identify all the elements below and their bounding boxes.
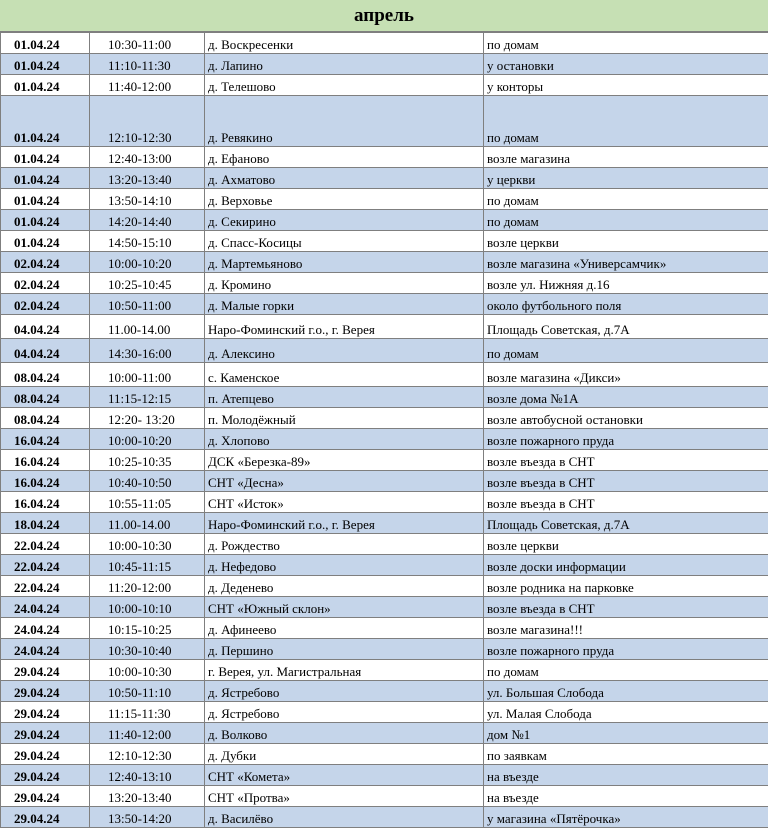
place-cell: д. Василёво — [205, 807, 484, 828]
place-cell: Наро-Фоминский г.о., г. Верея — [205, 315, 484, 339]
date-cell: 01.04.24 — [1, 210, 90, 231]
note-cell: Площадь Советская, д.7А — [484, 315, 768, 339]
table-row — [1, 315, 768, 339]
note-cell: возле родника на парковке — [484, 576, 768, 597]
note-cell: возле магазина — [484, 147, 768, 168]
place-cell: д. Воскресенки — [205, 33, 484, 54]
date-cell: 01.04.24 — [1, 231, 90, 252]
place-cell: д. Телешово — [205, 75, 484, 96]
time-cell: 12:40-13:00 — [90, 147, 205, 168]
schedule-rows — [1, 33, 768, 828]
time-cell: 11:10-11:30 — [90, 54, 205, 75]
place-cell: д. Ястребово — [205, 681, 484, 702]
note-cell: возле доски информации — [484, 555, 768, 576]
time-cell: 10:15-10:25 — [90, 618, 205, 639]
table-row — [1, 387, 768, 408]
table-row — [1, 660, 768, 681]
note-cell: возле пожарного пруда — [484, 429, 768, 450]
note-cell: возле въезда в СНТ — [484, 450, 768, 471]
date-cell: 24.04.24 — [1, 597, 90, 618]
time-cell: 10:00-10:10 — [90, 597, 205, 618]
note-cell: возле магазина «Универсамчик» — [484, 252, 768, 273]
note-cell: по домам — [484, 660, 768, 681]
date-cell: 29.04.24 — [1, 765, 90, 786]
date-cell: 01.04.24 — [1, 147, 90, 168]
place-cell: Наро-Фоминский г.о., г. Верея — [205, 513, 484, 534]
table-row — [1, 786, 768, 807]
time-cell: 10:50-11:00 — [90, 294, 205, 315]
note-cell: по домам — [484, 189, 768, 210]
date-cell: 29.04.24 — [1, 660, 90, 681]
time-cell: 12:10-12:30 — [90, 744, 205, 765]
place-cell: г. Верея, ул. Магистральная — [205, 660, 484, 681]
place-cell: д. Афинеево — [205, 618, 484, 639]
table-row — [1, 168, 768, 189]
date-cell: 29.04.24 — [1, 807, 90, 828]
note-cell: по домам — [484, 33, 768, 54]
table-row — [1, 189, 768, 210]
note-cell: дом №1 — [484, 723, 768, 744]
time-cell: 10:00-10:30 — [90, 660, 205, 681]
table-row — [1, 408, 768, 429]
place-cell: д. Кромино — [205, 273, 484, 294]
note-cell: по домам — [484, 210, 768, 231]
place-cell: д. Лапино — [205, 54, 484, 75]
date-cell: 16.04.24 — [1, 429, 90, 450]
table-row — [1, 723, 768, 744]
note-cell: возле автобусной остановки — [484, 408, 768, 429]
time-cell: 10:40-10:50 — [90, 471, 205, 492]
place-cell: д. Ревякино — [205, 96, 484, 147]
time-cell: 14:20-14:40 — [90, 210, 205, 231]
table-row — [1, 54, 768, 75]
note-cell: у остановки — [484, 54, 768, 75]
date-cell: 29.04.24 — [1, 681, 90, 702]
note-cell: на въезде — [484, 765, 768, 786]
place-cell: д. Спасс-Косицы — [205, 231, 484, 252]
place-cell: д. Хлопово — [205, 429, 484, 450]
table-row — [1, 231, 768, 252]
place-cell: д. Ахматово — [205, 168, 484, 189]
time-cell: 13:50-14:10 — [90, 189, 205, 210]
place-cell: д. Малые горки — [205, 294, 484, 315]
place-cell: д. Волково — [205, 723, 484, 744]
place-cell: СНТ «Десна» — [205, 471, 484, 492]
date-cell: 01.04.24 — [1, 96, 90, 147]
place-cell: ДСК «Березка-89» — [205, 450, 484, 471]
note-cell: по заявкам — [484, 744, 768, 765]
month-title: апрель — [0, 0, 768, 32]
note-cell: по домам — [484, 96, 768, 147]
table-row — [1, 273, 768, 294]
time-cell: 10:55-11:05 — [90, 492, 205, 513]
table-row — [1, 294, 768, 315]
date-cell: 29.04.24 — [1, 702, 90, 723]
note-cell: ул. Малая Слобода — [484, 702, 768, 723]
time-cell: 10:25-10:45 — [90, 273, 205, 294]
table-row — [1, 471, 768, 492]
time-cell: 10:30-10:40 — [90, 639, 205, 660]
time-cell: 11:15-11:30 — [90, 702, 205, 723]
place-cell: СНТ «Исток» — [205, 492, 484, 513]
note-cell: возле ул. Нижняя д.16 — [484, 273, 768, 294]
note-cell: на въезде — [484, 786, 768, 807]
time-cell: 13:20-13:40 — [90, 786, 205, 807]
date-cell: 18.04.24 — [1, 513, 90, 534]
note-cell: у конторы — [484, 75, 768, 96]
place-cell: п. Атепцево — [205, 387, 484, 408]
time-cell: 11:15-12:15 — [90, 387, 205, 408]
place-cell: д. Ястребово — [205, 702, 484, 723]
table-row — [1, 450, 768, 471]
table-row — [1, 618, 768, 639]
date-cell: 16.04.24 — [1, 471, 90, 492]
time-cell: 11:40-12:00 — [90, 723, 205, 744]
date-cell: 24.04.24 — [1, 639, 90, 660]
table-row — [1, 363, 768, 387]
table-row — [1, 576, 768, 597]
time-cell: 11.00-14.00 — [90, 315, 205, 339]
date-cell: 01.04.24 — [1, 33, 90, 54]
date-cell: 29.04.24 — [1, 786, 90, 807]
date-cell: 22.04.24 — [1, 555, 90, 576]
date-cell: 01.04.24 — [1, 54, 90, 75]
note-cell: возле церкви — [484, 231, 768, 252]
table-row — [1, 96, 768, 147]
place-cell: д. Секирино — [205, 210, 484, 231]
time-cell: 10:00-11:00 — [90, 363, 205, 387]
table-row — [1, 513, 768, 534]
note-cell: возле въезда в СНТ — [484, 492, 768, 513]
place-cell: д. Нефедово — [205, 555, 484, 576]
place-cell: д. Верховье — [205, 189, 484, 210]
date-cell: 04.04.24 — [1, 339, 90, 363]
date-cell: 01.04.24 — [1, 189, 90, 210]
time-cell: 11.00-14.00 — [90, 513, 205, 534]
date-cell: 22.04.24 — [1, 534, 90, 555]
time-cell: 10:30-11:00 — [90, 33, 205, 54]
time-cell: 10:00-10:20 — [90, 252, 205, 273]
table-row — [1, 681, 768, 702]
date-cell: 29.04.24 — [1, 723, 90, 744]
time-cell: 12:10-12:30 — [90, 96, 205, 147]
time-cell: 10:45-11:15 — [90, 555, 205, 576]
date-cell: 01.04.24 — [1, 168, 90, 189]
place-cell: п. Молодёжный — [205, 408, 484, 429]
place-cell: СНТ «Южный склон» — [205, 597, 484, 618]
place-cell: СНТ «Протва» — [205, 786, 484, 807]
time-cell: 10:25-10:35 — [90, 450, 205, 471]
date-cell: 02.04.24 — [1, 273, 90, 294]
place-cell: д. Алексино — [205, 339, 484, 363]
place-cell: с. Каменское — [205, 363, 484, 387]
time-cell: 10:00-10:30 — [90, 534, 205, 555]
time-cell: 14:30-16:00 — [90, 339, 205, 363]
date-cell: 16.04.24 — [1, 450, 90, 471]
date-cell: 08.04.24 — [1, 363, 90, 387]
table-row — [1, 639, 768, 660]
table-row — [1, 210, 768, 231]
note-cell: возле церкви — [484, 534, 768, 555]
schedule-table — [0, 32, 768, 828]
note-cell: у церкви — [484, 168, 768, 189]
note-cell: возле пожарного пруда — [484, 639, 768, 660]
note-cell: по домам — [484, 339, 768, 363]
table-row — [1, 339, 768, 363]
table-row — [1, 744, 768, 765]
date-cell: 02.04.24 — [1, 294, 90, 315]
table-row — [1, 147, 768, 168]
table-row — [1, 252, 768, 273]
time-cell: 11:20-12:00 — [90, 576, 205, 597]
note-cell: около футбольного поля — [484, 294, 768, 315]
time-cell: 13:50-14:20 — [90, 807, 205, 828]
date-cell: 29.04.24 — [1, 744, 90, 765]
table-row — [1, 597, 768, 618]
note-cell: возле магазина!!! — [484, 618, 768, 639]
table-row — [1, 765, 768, 786]
date-cell: 24.04.24 — [1, 618, 90, 639]
table-row — [1, 33, 768, 54]
table-row — [1, 555, 768, 576]
place-cell: д. Рождество — [205, 534, 484, 555]
table-row — [1, 492, 768, 513]
time-cell: 14:50-15:10 — [90, 231, 205, 252]
place-cell: д. Дубки — [205, 744, 484, 765]
place-cell: д. Мартемьяново — [205, 252, 484, 273]
note-cell: возле магазина «Дикси» — [484, 363, 768, 387]
time-cell: 13:20-13:40 — [90, 168, 205, 189]
note-cell: возле дома №1А — [484, 387, 768, 408]
time-cell: 11:40-12:00 — [90, 75, 205, 96]
place-cell: д. Першино — [205, 639, 484, 660]
date-cell: 04.04.24 — [1, 315, 90, 339]
place-cell: СНТ «Комета» — [205, 765, 484, 786]
date-cell: 08.04.24 — [1, 408, 90, 429]
date-cell: 01.04.24 — [1, 75, 90, 96]
note-cell: Площадь Советская, д.7А — [484, 513, 768, 534]
note-cell: у магазина «Пятёрочка» — [484, 807, 768, 828]
time-cell: 12:40-13:10 — [90, 765, 205, 786]
time-cell: 10:50-11:10 — [90, 681, 205, 702]
place-cell: д. Деденево — [205, 576, 484, 597]
place-cell: д. Ефаново — [205, 147, 484, 168]
date-cell: 16.04.24 — [1, 492, 90, 513]
time-cell: 10:00-10:20 — [90, 429, 205, 450]
date-cell: 08.04.24 — [1, 387, 90, 408]
note-cell: возле въезда в СНТ — [484, 471, 768, 492]
table-row — [1, 534, 768, 555]
time-cell: 12:20- 13:20 — [90, 408, 205, 429]
note-cell: ул. Большая Слобода — [484, 681, 768, 702]
date-cell: 02.04.24 — [1, 252, 90, 273]
table-row — [1, 429, 768, 450]
table-row — [1, 75, 768, 96]
table-row — [1, 807, 768, 828]
table-row — [1, 702, 768, 723]
date-cell: 22.04.24 — [1, 576, 90, 597]
note-cell: возле въезда в СНТ — [484, 597, 768, 618]
